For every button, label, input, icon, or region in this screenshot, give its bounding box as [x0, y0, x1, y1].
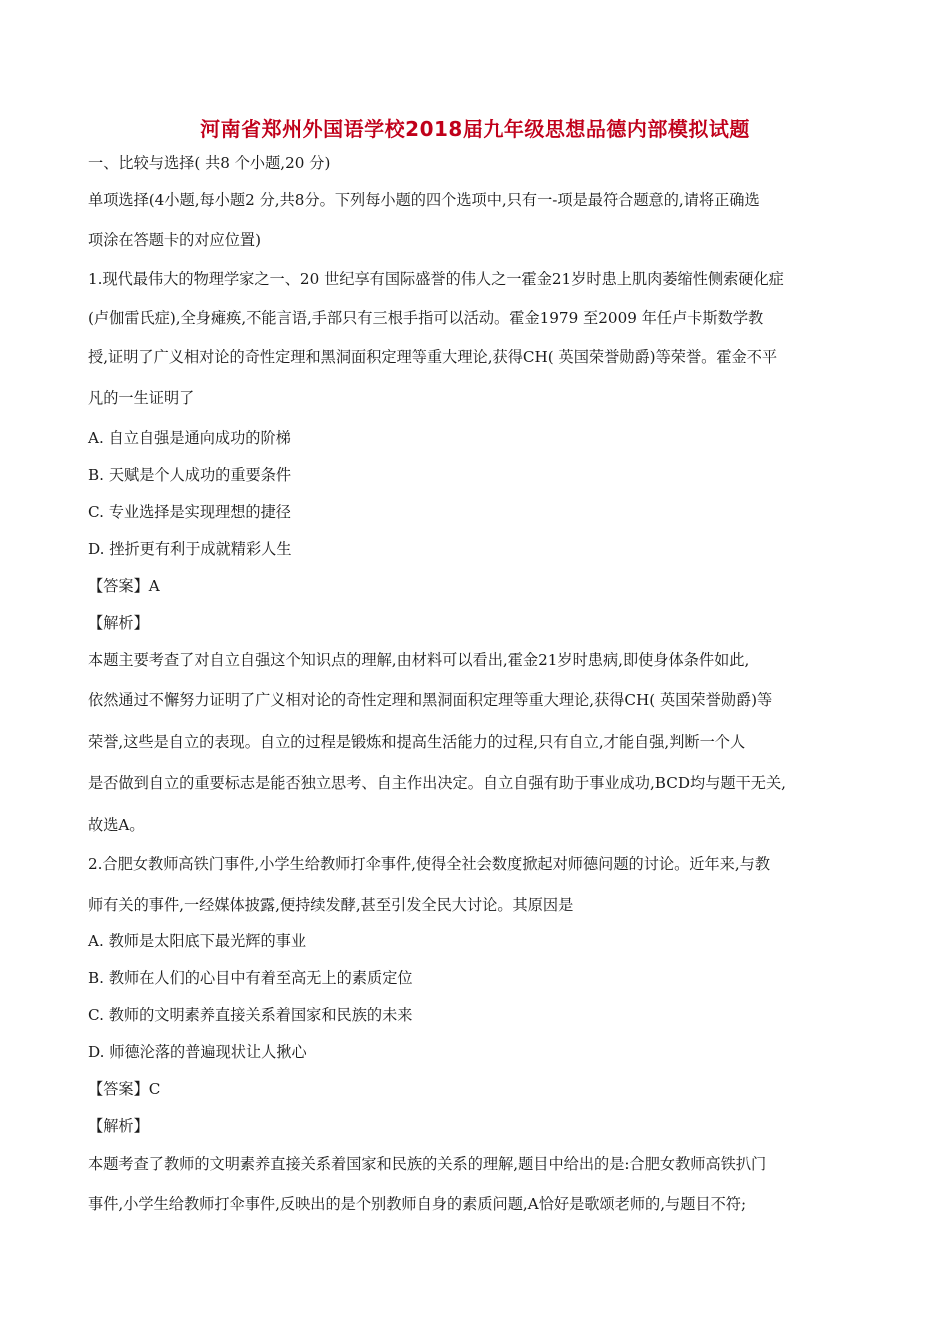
question-1-line: 1.现代最伟大的物理学家之一、20 世纪享有国际盛誉的伟人之一霍金21岁时患上肌肉萎缩性侧索硬化症 [88, 270, 784, 288]
question-2-analysis-line: 本题考查了教师的文明素养直接关系着国家和民族的关系的理解,题目中给出的是:合肥女教师高铁扒门 [88, 1155, 767, 1173]
section-heading: 一、比较与选择( 共8 个小题,20 分) [88, 154, 331, 172]
question-1-option-c: C. 专业选择是实现理想的捷径 [88, 503, 291, 521]
question-2-line: 师有关的事件,一经媒体披露,便持续发酵,甚至引发全民大讨论。其原因是 [88, 896, 574, 914]
question-1-analysis-line: 荣誉,这些是自立的表现。自立的过程是锻炼和提高生活能力的过程,只有自立,才能自强,判断一个人 [88, 733, 746, 751]
question-2-option-c: C. 教师的文明素养直接关系着国家和民族的未来 [88, 1006, 413, 1024]
question-1-analysis-line: 依然通过不懈努力证明了广义相对论的奇性定理和黑洞面积定理等重大理论,获得CH( 英国荣誉勋爵)等 [88, 691, 773, 709]
question-2-option-b: B. 教师在人们的心目中有着至高无上的素质定位 [88, 969, 413, 987]
question-1-option-a: A. 自立自强是通向成功的阶梯 [88, 429, 291, 447]
question-1-answer: 【答案】A [88, 577, 160, 595]
question-1-analysis-line: 故选A。 [88, 816, 145, 834]
question-2-analysis-line: 事件,小学生给教师打伞事件,反映出的是个别教师自身的素质问题,A恰好是歌颂老师的,与题目不符; [88, 1195, 747, 1213]
question-1-analysis-line: 是否做到自立的重要标志是能否独立思考、自主作出决定。自立自强有助于事业成功,BCD均与题干无关, [88, 774, 786, 792]
instruction-line: 项涂在答题卡的对应位置) [88, 231, 261, 249]
question-1-line: 授,证明了广义相对论的奇性定理和黑洞面积定理等重大理论,获得CH( 英国荣誉勋爵)等荣誉。霍金不平 [88, 348, 778, 366]
question-1-option-d: D. 挫折更有利于成就精彩人生 [88, 540, 292, 558]
document-title: 河南省郑州外国语学校2018届九年级思想品德内部模拟试题 [200, 117, 750, 141]
question-1-analysis-line: 本题主要考查了对自立自强这个知识点的理解,由材料可以看出,霍金21岁时患病,即使身体条件如此, [88, 651, 750, 669]
question-1-analysis-label: 【解析】 [88, 614, 149, 632]
question-2-option-d: D. 师德沦落的普遍现状让人揪心 [88, 1043, 307, 1061]
question-1-option-b: B. 天赋是个人成功的重要条件 [88, 466, 292, 484]
question-1-line: 凡的一生证明了 [88, 389, 195, 407]
question-2-answer: 【答案】C [88, 1080, 161, 1098]
question-2-analysis-label: 【解析】 [88, 1117, 149, 1135]
question-1-line: (卢伽雷氏症),全身瘫痪,不能言语,手部只有三根手指可以活动。霍金1979 至2009 年任卢卡斯数学教 [88, 309, 764, 327]
question-2-option-a: A. 教师是太阳底下最光辉的事业 [88, 932, 307, 950]
instruction-line: 单项选择(4小题,每小题2 分,共8分。下列每小题的四个选项中,只有一-项是最符合题意的,请将正确选 [88, 191, 760, 209]
question-2-line: 2.合肥女教师高铁门事件,小学生给教师打伞事件,使得全社会数度掀起对师德问题的讨论。近年来,与教 [88, 855, 771, 873]
